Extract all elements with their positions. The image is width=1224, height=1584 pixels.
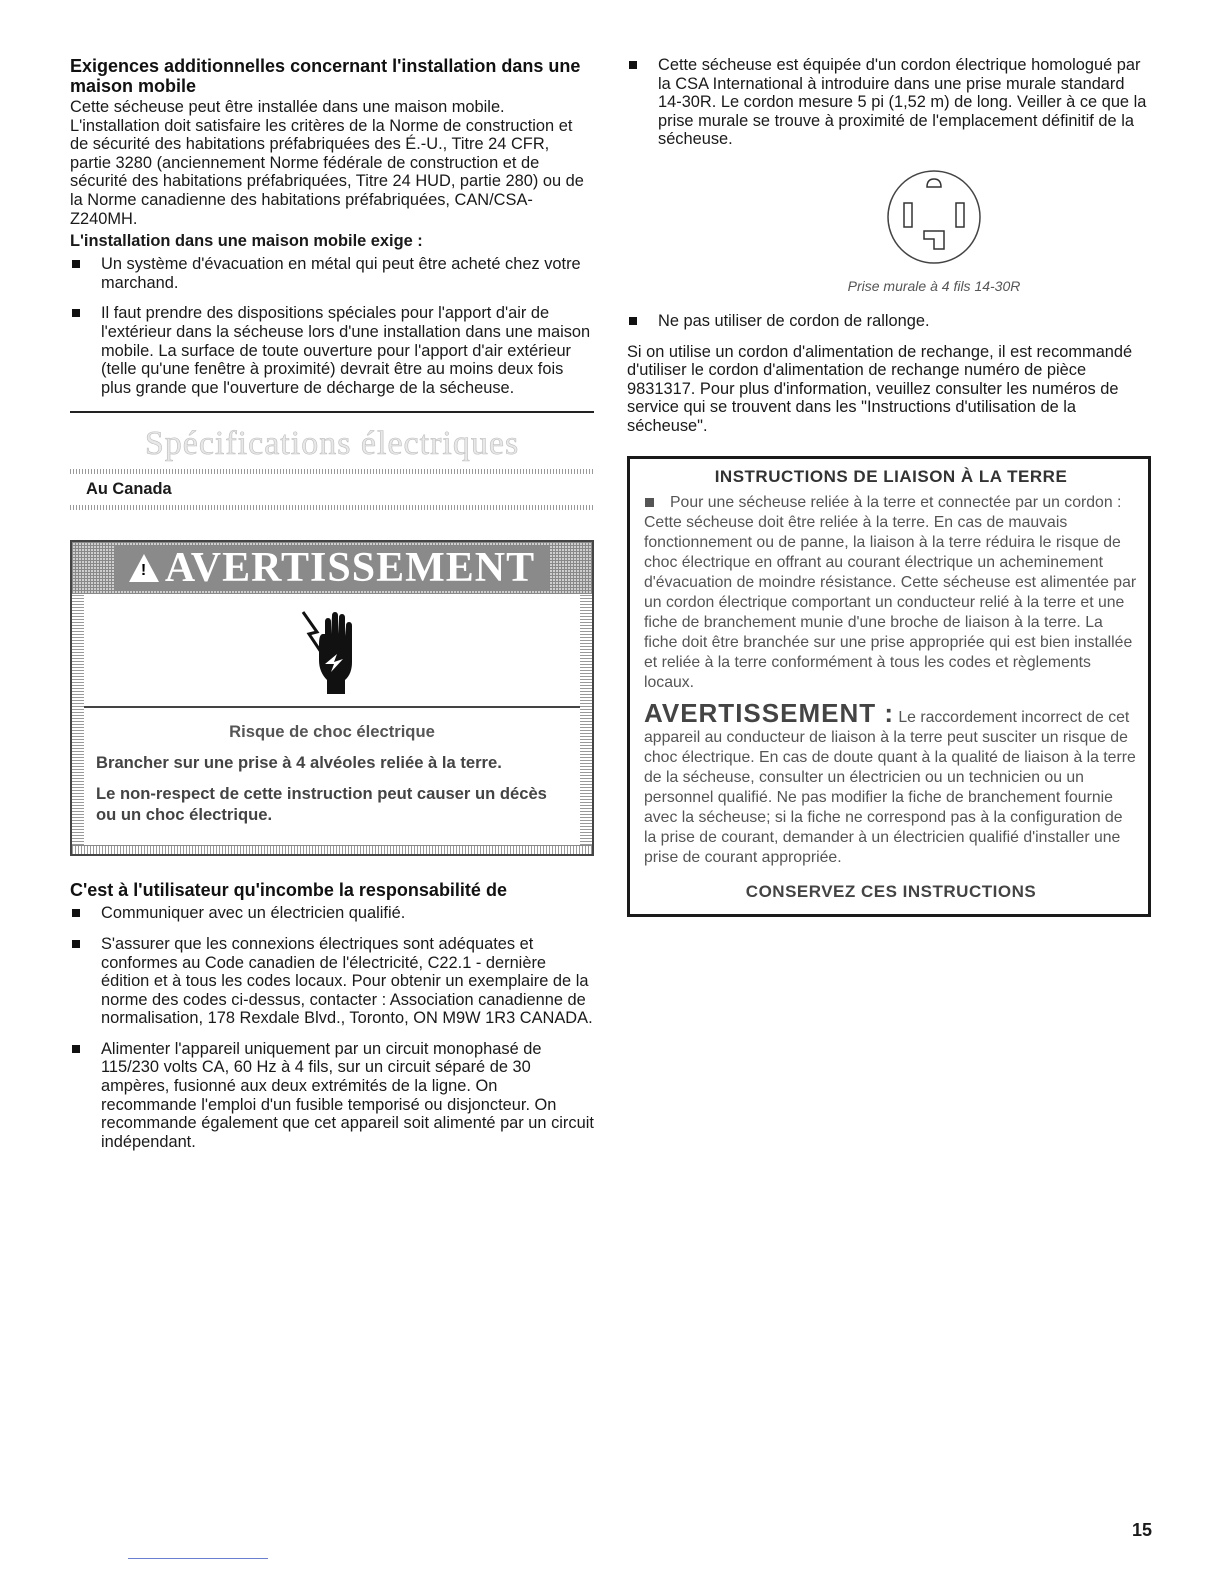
dotted-divider xyxy=(70,505,594,510)
grounding-instructions-box xyxy=(627,456,1151,917)
responsibility-heading: C'est à l'utilisateur qu'incombe la responsabilité de xyxy=(70,880,507,901)
warning-instruction: Brancher sur une prise à 4 alvéoles reliée à la terre. xyxy=(96,753,502,773)
square-bullet-icon xyxy=(72,909,80,917)
warning-header-text: AVERTISSEMENT xyxy=(164,545,536,592)
grounding-bullet: Pour une sécheuse reliée à la terre et connectée par un cordon : xyxy=(644,493,1138,513)
grounding-warning xyxy=(644,697,1138,868)
responsibility-list xyxy=(70,904,594,1151)
warning-title: Risque de choc électrique xyxy=(229,722,435,742)
mobile-home-list xyxy=(70,255,594,397)
section-divider xyxy=(70,411,594,413)
square-bullet-icon xyxy=(72,1045,80,1053)
warning-consequence: Le non-respect de cette instruction peut causer un décès ou un choc électrique. xyxy=(96,784,547,825)
replacement-cord-text: Si on utilise un cordon d'alimentation de rechange, il est recommandé d'utiliser le cordon d'alimentation de rechange numéro de pièce 9831317. Pour plus d'information, veuillez consulter les numéros de service qui se trouvent dans les "Instructions d'utilisation de la sécheuse". xyxy=(627,342,1133,435)
square-bullet-icon xyxy=(72,309,80,317)
warning-header xyxy=(72,542,592,594)
outlet-caption: Prise murale à 4 fils 14-30R xyxy=(847,277,1021,294)
warning-triangle-icon: ! xyxy=(129,554,159,582)
footer-line xyxy=(128,1558,268,1559)
electric-shock-hand-icon xyxy=(297,604,367,696)
list-item: Alimenter l'appareil uniquement par un circuit monophasé de 115/230 volts CA, 60 Hz à 4 fils, sur un circuit séparé de 30 ampères, fusionné aux deux extrémités de la ligne. On recommande l'emploi d'un fusible temporisé ou disjoncteur. On recommande également que cet appareil soit alimenté par un circuit indépendant. xyxy=(70,1040,594,1152)
page-number: 15 xyxy=(1131,1520,1152,1540)
keep-instructions: CONSERVEZ CES INSTRUCTIONS xyxy=(745,881,1037,901)
square-bullet-icon xyxy=(72,940,80,948)
outlet-14-30r-icon xyxy=(884,167,984,267)
outlet-figure xyxy=(627,167,1151,272)
list-item: Communiquer avec un électricien qualifié. xyxy=(70,904,594,923)
grounding-warning-word: AVERTISSEMENT : xyxy=(644,697,894,728)
square-bullet-icon xyxy=(629,317,637,325)
extension-list xyxy=(627,312,1151,331)
square-bullet-icon xyxy=(72,260,80,268)
grounding-warning-text: Le raccordement incorrect de cet appareil au conducteur de liaison à la terre peut susciter un risque de choc électrique. En cas de doute quant à la qualité de liaison à la terre de la sécheuse, consulter un électricien ou un technicien ou un personnel qualifié. Ne pas modifier la fiche de branchement fournie avec la sécheuse; si la fiche ne correspond pas à la configuration de la prise de courant, demander à un électricien qualifié d'installer une prise de courant appropriée. xyxy=(644,708,1136,866)
mobile-home-subheading: L'installation dans une maison mobile exige : xyxy=(70,232,423,251)
right-column xyxy=(627,56,1151,917)
list-item: Un système d'évacuation en métal qui peut être acheté chez votre marchand. xyxy=(70,255,594,292)
grounding-title: INSTRUCTIONS DE LIAISON À LA TERRE xyxy=(714,466,1068,486)
list-item: Il faut prendre des dispositions spéciales pour l'apport d'air de l'extérieur dans la sécheuse lors d'une installation dans une maison mobile. La surface de toute ouverture pour l'apport d'air extérieur (telle qu'une fenêtre à proximité) devrait être au moins deux fois plus grande que l'ouverture de décharge de la sécheuse. xyxy=(70,304,594,397)
square-bullet-icon xyxy=(645,498,654,507)
list-item: S'assurer que les connexions électriques sont adéquates et conformes au Code canadien de l'électricité, C22.1 - dernière édition et à tous les codes locaux. Pour obtenir un exemplaire de la norme des codes ci-dessus, contacter : Association canadienne de normalisation, 178 Rexdale Blvd., Toronto, ON M9W 1R3 CANADA. xyxy=(70,935,594,1028)
left-column xyxy=(70,56,594,1163)
list-item: Ne pas utiliser de cordon de rallonge. xyxy=(627,312,1151,331)
list-item: Cette sécheuse est équipée d'un cordon électrique homologué par la CSA International à introduire dans une prise murale standard 14-30R. Le cordon mesure 5 pi (1,52 m) de long. Veiller à ce que la prise murale se trouve à proximité de l'emplacement définitif de la sécheuse. xyxy=(627,56,1151,149)
cord-list xyxy=(627,56,1151,149)
section-title: Spécifications électriques xyxy=(144,425,520,463)
mobile-home-heading: Exigences additionnelles concernant l'installation dans une maison mobile xyxy=(70,56,581,96)
grounding-body: Cette sécheuse doit être reliée à la terre. En cas de mauvais fonctionnement ou de panne, la liaison à la terre réduira le risque de choc électrique en offrant au courant électrique un acheminement d'évacuation de moindre résistance. Cette sécheuse est alimentée par un cordon électrique comportant un conducteur relié à la terre et une fiche de branchement munie d'une broche de liaison à la terre. La fiche doit être branchée sur une prise appropriée qui est bien installée et reliée à la terre conformément à tous les codes et règlements locaux. xyxy=(644,513,1137,691)
mobile-home-intro: Cette sécheuse peut être installée dans une maison mobile. L'installation doit satisfaire les critères de la Norme de construction et de sécurité des habitations préfabriquées des É.-U., Titre 24 CFR, partie 3280 (anciennement Norme fédérale de construction et de sécurité des habitations préfabriquées, Titre 24 HUD, partie 280) ou de la Norme canadienne des habitations préfabriquées, CAN/CSA-Z240MH. xyxy=(70,98,584,228)
square-bullet-icon xyxy=(629,61,637,69)
region-label: Au Canada xyxy=(86,480,172,499)
warning-box xyxy=(70,540,594,856)
